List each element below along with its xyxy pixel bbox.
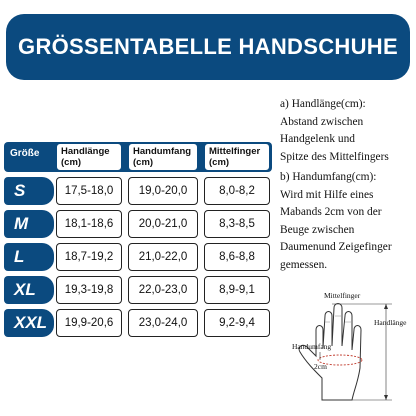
description-a-line: Spitze des Mittelfingers [280,150,389,163]
page-title: GRÖSSENTABELLE HANDSCHUHE [18,34,398,59]
header-hand-length: Handlänge (cm) [56,143,122,171]
cell-hand-circumference: 21,0-22,0 [128,243,198,271]
description-b-line: Wird mit Hilfe eines [280,188,374,201]
table-row [4,276,272,304]
cell-hand-length: 17,5-18,0 [56,177,122,205]
header-hand-circumference: Handumfang (cm) [128,143,198,171]
table-row [4,210,272,238]
cell-middle-finger: 9,2-9,4 [204,309,270,337]
size-label: L [14,247,25,266]
cell-middle-finger: 8,3-8,5 [204,210,270,238]
size-label: XXL [14,313,48,332]
cell-hand-circumference: 19,0-20,0 [128,177,198,205]
cell-hand-circumference: 22,0-23,0 [128,276,198,304]
cell-hand-length: 19,3-19,8 [56,276,122,304]
label-middle-finger: Mittelfinger [324,291,361,300]
cell-hand-circumference: 23,0-24,0 [128,309,198,337]
label-hand-length: Handlänge [374,318,407,327]
header-size: Größe [10,148,40,159]
description-a-line: Handgelenk und [280,133,355,145]
size-table [4,142,272,337]
table-row [4,243,272,271]
description-b-line: gemessen. [280,258,328,271]
description-b-line: b) Handumfang(cm): [280,171,377,183]
size-label: S [14,181,26,200]
cell-hand-circumference: 20,0-21,0 [128,210,198,238]
description-b [280,169,416,274]
label-hand-circumference: Handumfang [292,342,332,351]
cell-middle-finger: 8,9-9,1 [204,276,270,304]
size-label: M [14,214,29,233]
description-b-line: Beuge zwischen [280,223,355,236]
size-tab [4,243,54,271]
hand-measurement-diagram [292,290,414,408]
description-b-line: Daumenund Zeigefinger [280,241,392,253]
size-tab [4,276,54,304]
description-b-line: Mabands 2cm von der [280,206,382,218]
cell-hand-length: 18,7-19,2 [56,243,122,271]
size-tab [4,309,54,337]
cell-middle-finger: 8,6-8,8 [204,243,270,271]
table-row [4,177,272,205]
size-tab [4,210,54,238]
description-a [280,96,416,166]
table-row [4,309,272,337]
table-header [4,142,272,172]
measurement-description [280,96,416,277]
size-tab [4,177,54,205]
cell-hand-length: 18,1-18,6 [56,210,122,238]
description-a-line: a) Handlänge(cm): [280,98,366,110]
cell-hand-length: 19,9-20,6 [56,309,122,337]
cell-middle-finger: 8,0-8,2 [204,177,270,205]
header-middle-finger: Mittelfinger (cm) [204,143,270,171]
label-2cm: 2cm [314,362,327,371]
description-a-line: Abstand zwischen [280,115,364,128]
size-label: XL [14,280,36,299]
title-banner [6,14,410,80]
